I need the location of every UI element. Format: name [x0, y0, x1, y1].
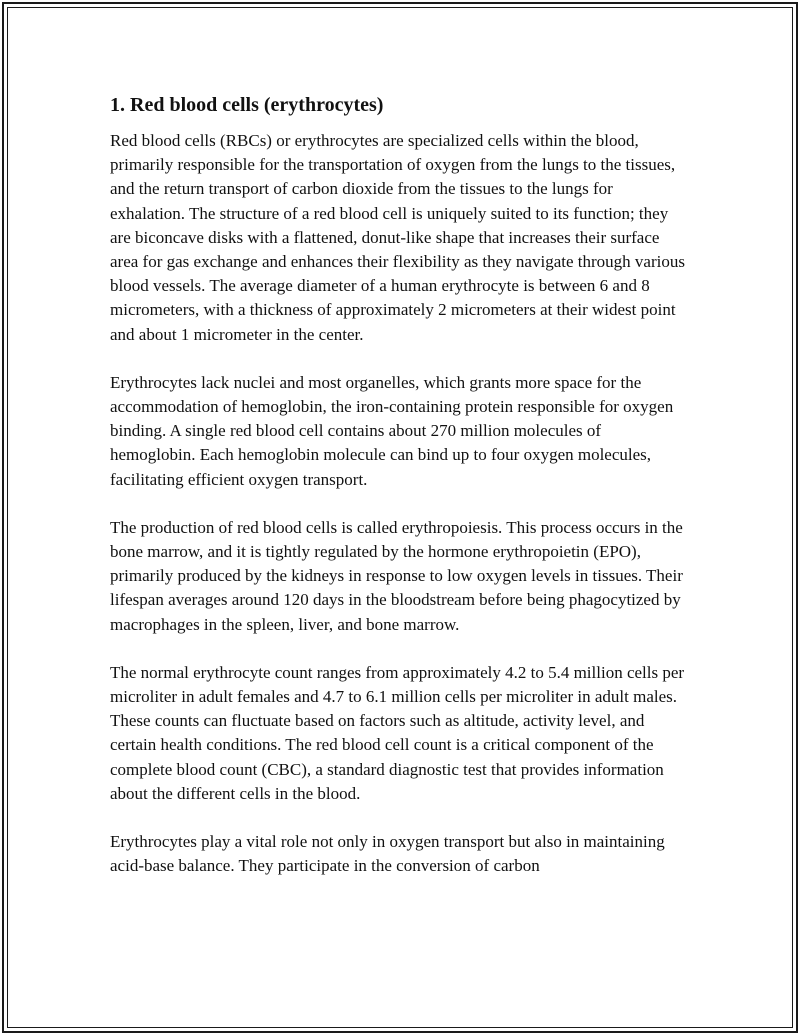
- paragraph-erythropoiesis: The production of red blood cells is called erythropoiesis. This process occurs in the bone marrow, and it is tightly regulated by the hormone erythropoietin (EPO), primarily produced by the kidneys in response to low oxygen levels in tissues. Their lifespan averages around 120 days in the bloodstream before being phagocytized by macrophages in the spleen, liver, and bone marrow.: [110, 517, 683, 634]
- paragraph-cell-count: The normal erythrocyte count ranges from approximately 4.2 to 5.4 million cells per microliter in adult females and 4.7 to 6.1 million cells per microliter in adult males. These counts can fluctuate based on factors such as altitude, activity level, and certain health conditions. The red blood cell count is a critical component of the complete blood count (CBC), a standard diagnostic test that provides information about the different cells in the blood.: [110, 662, 685, 803]
- document-body: [110, 92, 690, 902]
- paragraph-rbc-overview: Red blood cells (RBCs) or erythrocytes are specialized cells within the blood, primarily responsible for the transportation of oxygen from the lungs to the tissues, and the return transport of carbon dioxide from the tissues to the lungs for exhalation. The structure of a red blood cell is uniquely suited to its function; they are biconcave disks with a flattened, donut-like shape that increases their surface area for gas exchange and enhances their flexibility as they navigate through various blood vessels. The average diameter of a human erythrocyte is between 6 and 8 micrometers, with a thickness of approximately 2 micrometers at their widest point and about 1 micrometer in the center.: [110, 131, 685, 344]
- section-heading: 1. Red blood cells (erythrocytes): [110, 94, 384, 116]
- paragraph-acid-base: Erythrocytes play a vital role not only in oxygen transport but also in maintaining acid-base balance. They participate in the conversion of carbon: [110, 832, 665, 876]
- paragraph-hemoglobin: Erythrocytes lack nuclei and most organelles, which grants more space for the accommodation of hemoglobin, the iron-containing protein responsible for oxygen binding. A single red blood cell contains about 270 million molecules of hemoglobin. Each hemoglobin molecule can bind up to four oxygen molecules, facilitating efficient oxygen transport.: [110, 372, 674, 489]
